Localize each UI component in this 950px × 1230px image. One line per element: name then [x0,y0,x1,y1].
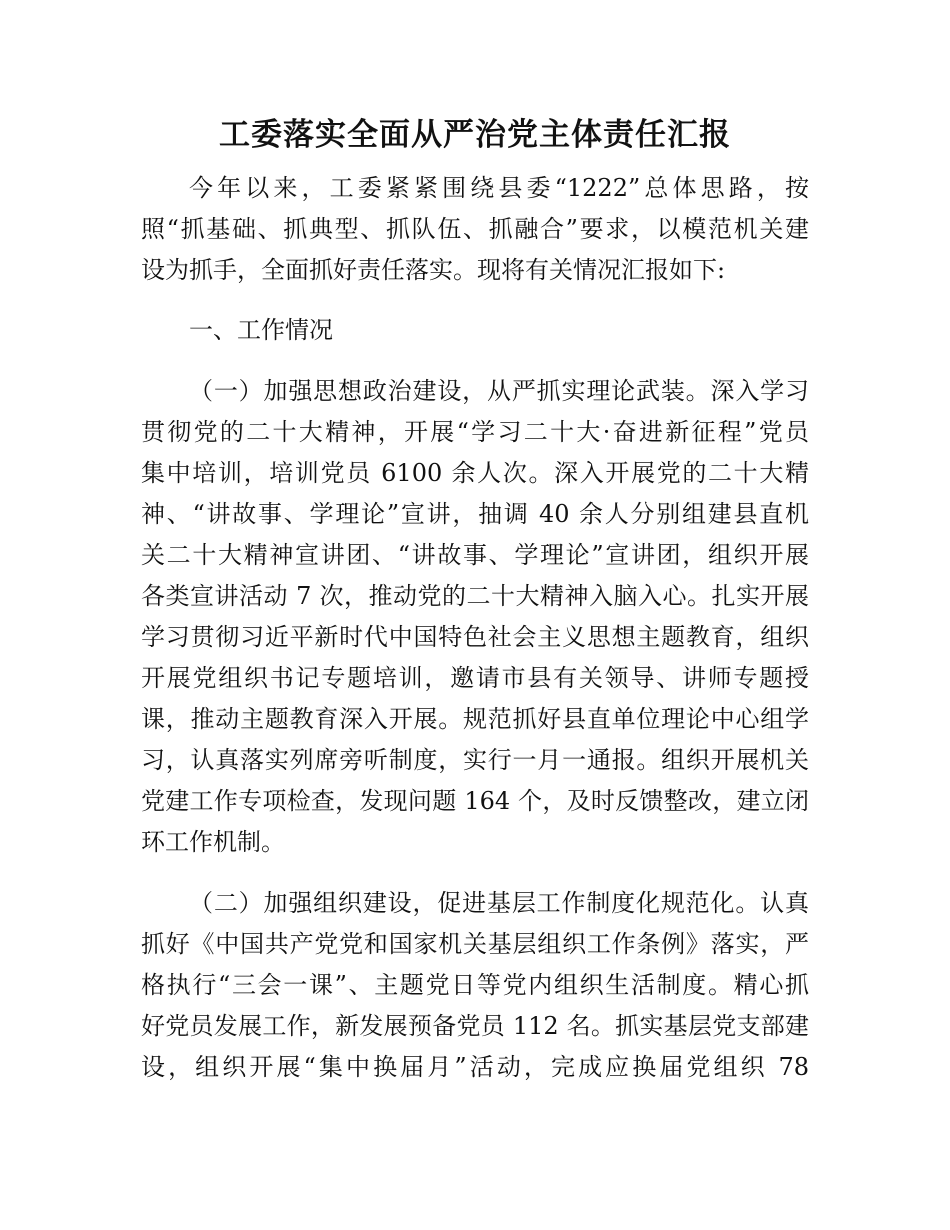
subsection-paragraph-1 [141,371,809,863]
text-line: 党建工作专项检查，发现问题 164 个，及时反馈整改，建立闭 [141,787,809,815]
text-line: 照“抓基础、抓典型、抓队伍、抓融合”要求，以模范机关建 [141,215,809,243]
text-line: 贯彻党的二十大精神，开展“学习二十大·奋进新征程”党员 [141,418,809,446]
section-heading [141,310,809,351]
text-line: 集中培训，培训党员 6100 余人次。深入开展党的二十大精 [141,459,809,487]
text-line: 学习贯彻习近平新时代中国特色社会主义思想主题教育，组织 [141,623,809,651]
text-line: 开展党组织书记专题培训，邀请市县有关领导、讲师专题授 [141,664,809,692]
text-line: （一）加强思想政治建设，从严抓实理论武装。深入学习 [189,377,809,405]
text-line: 神、“讲故事、学理论”宣讲，抽调 40 余人分别组建县直机 [141,500,809,528]
text-line: 设为抓手，全面抓好责任落实。现将有关情况汇报如下: [141,256,726,284]
text-line: 关二十大精神宣讲团、“讲故事、学理论”宣讲团，组织开展 [141,541,809,569]
text-line: 一、工作情况 [189,316,333,344]
text-line: （二）加强组织建设，促进基层工作制度化规范化。认真 [189,889,809,917]
text-line: 环工作机制。 [141,828,285,856]
intro-paragraph [141,168,809,291]
text-line: 课，推动主题教育深入开展。规范抓好县直单位理论中心组学 [141,705,809,733]
text-line: 格执行“三会一课”、主题党日等党内组织生活制度。精心抓 [141,971,809,999]
text-line: 今年以来，工委紧紧围绕县委“1222”总体思路，按 [189,174,809,202]
document-title: 工委落实全面从严治党主体责任汇报 [219,117,731,153]
subsection-paragraph-2 [141,883,809,1088]
text-line: 各类宣讲活动 7 次，推动党的二十大精神入脑入心。扎实开展 [141,582,809,610]
text-line: 习，认真落实列席旁听制度，实行一月一通报。组织开展机关 [141,746,809,774]
document-body [141,168,809,1088]
text-line: 抓好《中国共产党党和国家机关基层组织工作条例》落实，严 [141,930,809,958]
text-line: 好党员发展工作，新发展预备党员 112 名。抓实基层党支部建 [141,1012,809,1040]
text-line: 设，组织开展“集中换届月”活动，完成应换届党组织 78 [141,1053,809,1081]
